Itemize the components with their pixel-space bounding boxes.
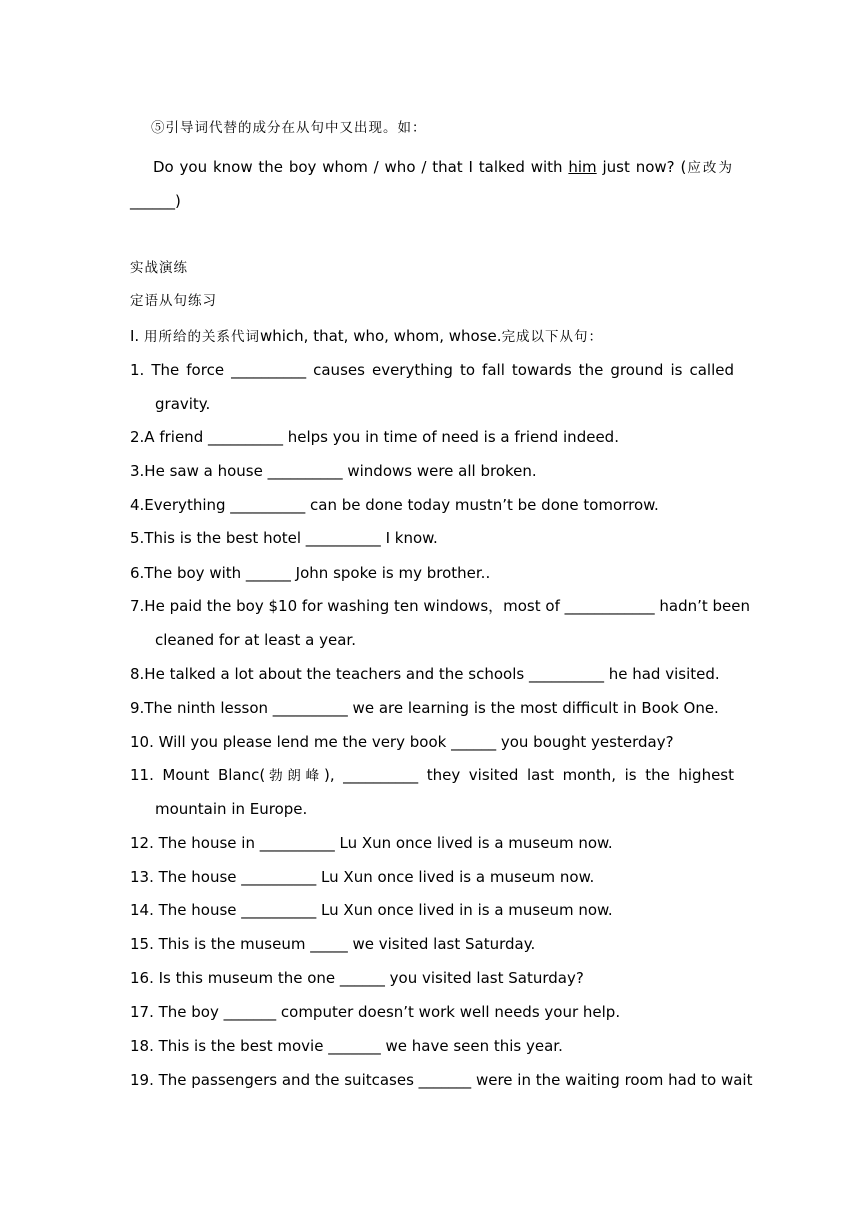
question-11-cn: 勃朗峰 [265,768,324,784]
section-subheading: 定语从句练习 [130,293,217,309]
question-8: 8.He talked a lot about the teachers and the schools __________ he had visited. [130,665,720,683]
question-1-line-2: gravity. [155,395,211,413]
part-1-instruction [130,326,734,347]
question-11-part-b: ), __________ they visited last month, is the highest [323,766,735,784]
question-11-line-1 [130,765,734,786]
rule-5-text: ⑤引导词代替的成分在从句中又出现。如： [151,120,427,136]
part-1-cn: 用所给的关系代词 [143,329,260,345]
question-12: 12. The house in __________ Lu Xun once lived is a museum now. [130,834,613,852]
question-15: 15. This is the museum _____ we visited last Saturday. [130,935,536,953]
question-4: 4.Everything __________ can be done today mustn’t be done tomorrow. [130,496,659,514]
question-16: 16. Is this museum the one ______ you visited last Saturday? [130,969,584,987]
part-1-words: which, that, who, whom, whose. [259,327,502,345]
question-14: 14. The house __________ Lu Xun once lived in is a museum now. [130,901,613,919]
question-9: 9.The ninth lesson __________ we are learning is the most difficult in Book One. [130,699,719,717]
question-3: 3.He saw a house __________ windows were all broken. [130,462,537,480]
question-7-line-2: cleaned for at least a year. [155,631,356,649]
example-underlined-word: him [568,158,597,176]
example-tail: ______) [130,192,181,210]
example-before: Do you know the boy whom / who / that I talked with [153,158,569,176]
example-sentence [153,157,733,178]
part-1-numeral: I. [130,327,144,345]
question-19: 19. The passengers and the suitcases _______ were in the waiting room had to wait [130,1071,753,1089]
example-cn: 应改为 [686,160,733,176]
question-5: 5.This is the best hotel __________ I know. [130,529,438,547]
question-18: 18. This is the best movie _______ we have seen this year. [130,1037,563,1055]
question-17: 17. The boy _______ computer doesn’t work well needs your help. [130,1003,621,1021]
question-13: 13. The house __________ Lu Xun once lived is a museum now. [130,868,595,886]
section-heading: 实战演练 [130,260,188,276]
question-11-part-a: 11. Mount Blanc( [130,766,266,784]
question-2: 2.A friend __________ helps you in time of need is a friend indeed. [130,428,619,446]
question-6: 6.The boy with ______ John spoke is my brother.. [130,564,491,582]
question-7-line-1: 7.He paid the boy $10 for washing ten windows，most of ____________ hadn’t been [130,597,751,615]
question-1-line-1: 1. The force __________ causes everything to fall towards the ground is called [130,361,734,379]
question-11-line-2: mountain in Europe. [155,800,308,818]
example-after: just now? ( [596,158,687,176]
question-10: 10. Will you please lend me the very book ______ you bought yesterday? [130,733,674,751]
part-1-cn-2: 完成以下从句： [501,329,604,345]
